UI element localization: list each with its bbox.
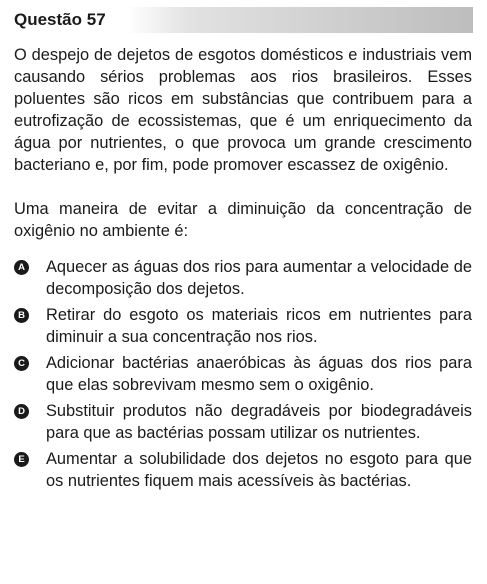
- question-prompt: Uma maneira de evitar a diminuição da concentração de oxigênio no ambiente é:: [14, 200, 472, 240]
- option-b-text: Retirar do esgoto os materiais ricos em nutrientes para diminuir a sua concentração nos rios.: [46, 306, 472, 346]
- option-e-text: Aumentar a solubilidade dos dejetos no esgoto para que os nutrientes fiquem mais acessíveis às bactérias.: [46, 450, 472, 490]
- option-e-letter: E: [14, 452, 29, 467]
- question-header: [14, 6, 473, 34]
- answer-options: [14, 256, 472, 492]
- question-title: Questão 57: [14, 10, 114, 30]
- option-d-letter: D: [14, 404, 29, 419]
- question-statement: O despejo de dejetos de esgotos domésticos e industriais vem causando sérios problemas aos rios brasileiros. Esses poluentes são ricos em substâncias que contribuem para a eutrofização de ecossistemas, que é um enriquecimento da água por nutrientes, o que provoca um grande crescimento bacteriano e, por fim, pode promover escassez de oxigênio.: [14, 46, 472, 174]
- option-b[interactable]: [14, 304, 472, 348]
- option-b-letter: B: [14, 308, 29, 323]
- option-d-text: Substituir produtos não degradáveis por biodegradáveis para que as bactérias possam utilizar os nutrientes.: [46, 402, 472, 442]
- option-a-letter: A: [14, 260, 29, 275]
- option-c-letter: C: [14, 356, 29, 371]
- question-body: [14, 44, 472, 492]
- header-gradient-bar: [127, 7, 473, 33]
- option-c[interactable]: [14, 352, 472, 396]
- option-e[interactable]: [14, 448, 472, 492]
- option-a[interactable]: [14, 256, 472, 300]
- option-d[interactable]: [14, 400, 472, 444]
- option-a-text: Aquecer as águas dos rios para aumentar a velocidade de decomposição dos dejetos.: [46, 258, 472, 298]
- option-c-text: Adicionar bactérias anaeróbicas às águas dos rios para que elas sobrevivam mesmo sem o oxigênio.: [46, 354, 472, 394]
